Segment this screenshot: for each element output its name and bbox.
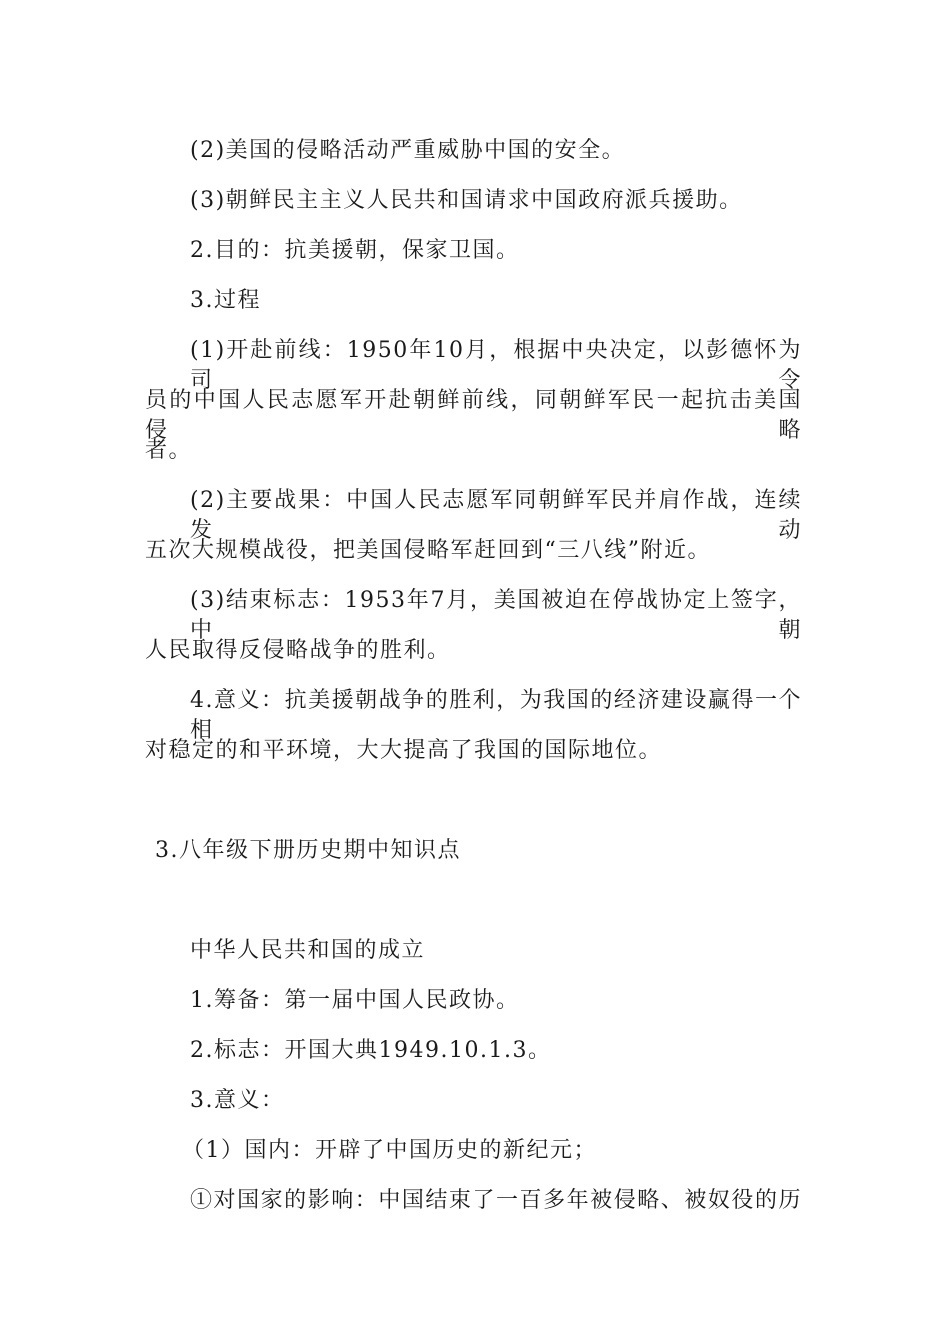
paragraph-line: 五次大规模战役，把美国侵略军赶回到“三八线”附近。: [145, 538, 711, 563]
section-subheading: 中华人民共和国的成立: [190, 938, 426, 963]
paragraph-text: ①对国家的影响：中国结束了一百多年被侵略、被奴役的历: [190, 1188, 802, 1213]
paragraph: 3.过程: [190, 288, 261, 313]
paragraph-line: 者。: [145, 438, 193, 463]
paragraph-line: 人民取得反侵略战争的胜利。: [145, 638, 451, 663]
paragraph-text: (3)结束标志：1953年7月，美国被迫在停战协定上签字，中朝: [190, 588, 802, 643]
list-item: 2.标志：开国大典1949.10.1.3。: [190, 1038, 552, 1063]
paragraph-line: [145, 386, 802, 446]
list-item: [190, 1186, 802, 1216]
paragraph: (2)美国的侵略活动严重威胁中国的安全。: [190, 138, 626, 163]
paragraph: (3)朝鲜民主主义人民共和国请求中国政府派兵援助。: [190, 188, 743, 213]
paragraph: 2.目的：抗美援朝，保家卫国。: [190, 238, 520, 263]
paragraph-line: 对稳定的和平环境，大大提高了我国的国际地位。: [145, 738, 663, 763]
list-item: 1.筹备：第一届中国人民政协。: [190, 988, 520, 1013]
paragraph-text: (1)开赴前线：1950年10月，根据中央决定，以彭德怀为司令: [190, 338, 802, 393]
paragraph-text: 员的中国人民志愿军开赴朝鲜前线，同朝鲜军民一起抗击美国侵略: [145, 388, 802, 443]
paragraph-text: 4.意义：抗美援朝战争的胜利，为我国的经济建设赢得一个相: [190, 688, 802, 743]
list-item: 3.意义：: [190, 1088, 285, 1113]
paragraph-text: (2)主要战果：中国人民志愿军同朝鲜军民并肩作战，连续发动: [190, 488, 802, 543]
section-heading: 3.八年级下册历史期中知识点: [155, 838, 461, 863]
list-item: （1）国内：开辟了中国历史的新纪元；: [182, 1138, 597, 1163]
